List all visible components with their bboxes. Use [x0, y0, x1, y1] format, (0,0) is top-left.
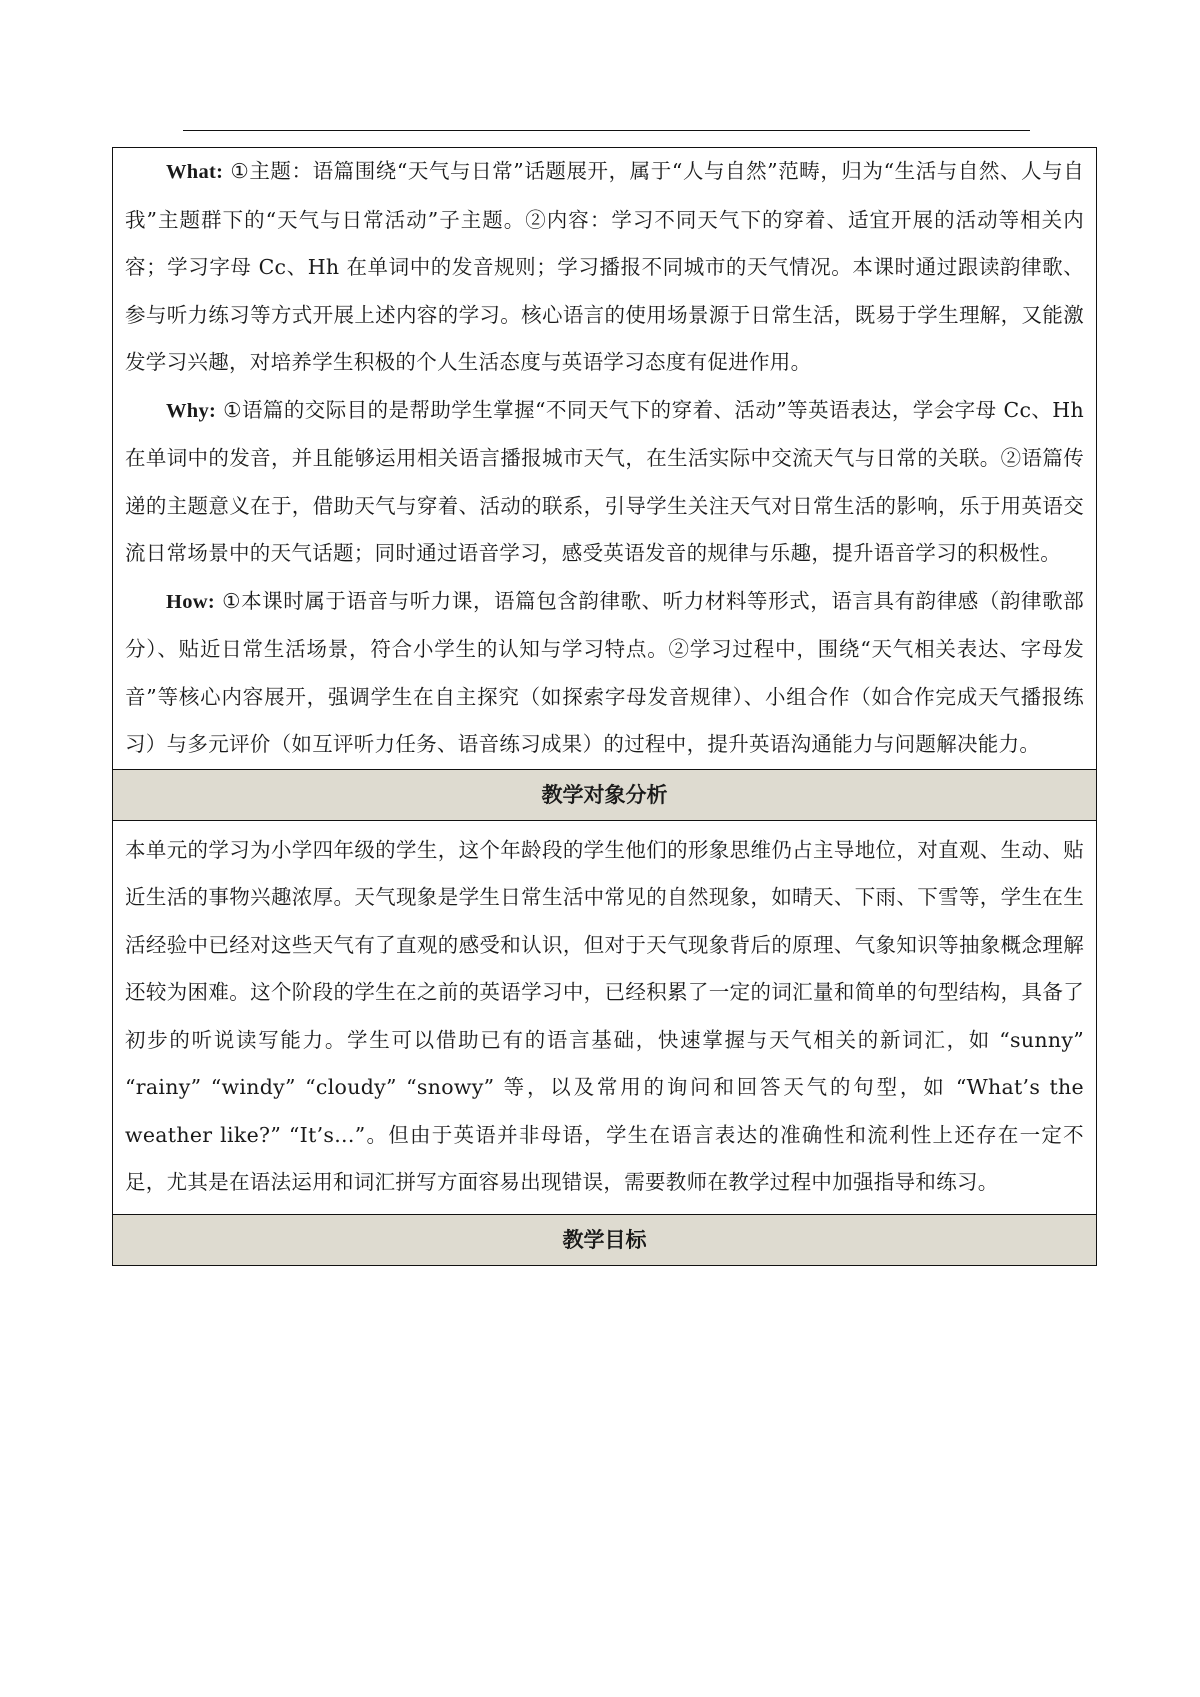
- what-text: ①主题：语篇围绕“天气与日常”话题展开，属于“人与自然”范畴，归为“生活与自然、人与自我”主题群下的“天气与日常活动”子主题。②内容：学习不同天气下的穿着、适宜开展的活动等相关内容；学习字母 Cc、Hh 在单词中的发音规则；学习播报不同城市的天气情况。本课时通过跟读韵律歌、参与听力练习等方式开展上述内容的学习。核心语言的使用场景源于日常生活，既易于学生理解，又能激发学习兴趣，对培养学生积极的个人生活态度与英语学习态度有促进作用。: [125, 159, 1084, 374]
- student-analysis-heading: 教学对象分析: [113, 769, 1096, 821]
- what-paragraph: [125, 148, 1084, 387]
- why-paragraph: [125, 387, 1084, 578]
- why-lead: Why:: [166, 399, 217, 422]
- page-header-rule: [183, 130, 1030, 131]
- why-text: ①语篇的交际目的是帮助学生掌握“不同天气下的穿着、活动”等英语表达，学会字母 Cc、Hh 在单词中的发音，并且能够运用相关语言播报城市天气，在生活实际中交流天气与日常的关联。②语篇传递的主题意义在于，借助天气与穿着、活动的联系，引导学生关注天气对日常生活的影响，乐于用英语交流日常场景中的天气话题；同时通过语音学习，感受英语发音的规律与乐趣，提升语音学习的积极性。: [125, 397, 1084, 565]
- what-lead: What:: [166, 161, 224, 183]
- lesson-plan-table: [112, 147, 1097, 1266]
- teaching-objectives-heading: 教学目标: [113, 1214, 1096, 1265]
- how-lead: How:: [166, 590, 216, 613]
- how-paragraph: [125, 578, 1084, 769]
- how-text: ①本课时属于语音与听力课，语篇包含韵律歌、听力材料等形式，语言具有韵律感（韵律歌部分）、贴近日常生活场景，符合小学生的认知与学习特点。②学习过程中，围绕“天气相关表达、字母发音”等核心内容展开，强调学生在自主探究（如探索字母发音规律）、小组合作（如合作完成天气播报练习）与多元评价（如互评听力任务、语音练习成果）的过程中，提升英语沟通能力与问题解决能力。: [125, 588, 1084, 756]
- text-analysis-cell: [113, 148, 1096, 769]
- student-analysis-text: 本单元的学习为小学四年级的学生，这个年龄段的学生他们的形象思维仍占主导地位，对直观、生动、贴近生活的事物兴趣浓厚。天气现象是学生日常生活中常见的自然现象，如晴天、下雨、下雪等，学生在生活经验中已经对这些天气有了直观的感受和认识，但对于天气现象背后的原理、气象知识等抽象概念理解还较为困难。这个阶段的学生在之前的英语学习中，已经积累了一定的词汇量和简单的句型结构，具备了初步的听说读写能力。学生可以借助已有的语言基础，快速掌握与天气相关的新词汇，如 “sunny” “rainy” “windy” “cloudy” “snowy” 等，以及常用的询问和回答天气的句型，如 “What’s the weather like?” “It’s...”。但由于英语并非母语，学生在语言表达的准确性和流利性上还存在一定不足，尤其是在语法运用和词汇拼写方面容易出现错误，需要教师在教学过程中加强指导和练习。: [125, 837, 1084, 1194]
- student-analysis-cell: [113, 821, 1096, 1214]
